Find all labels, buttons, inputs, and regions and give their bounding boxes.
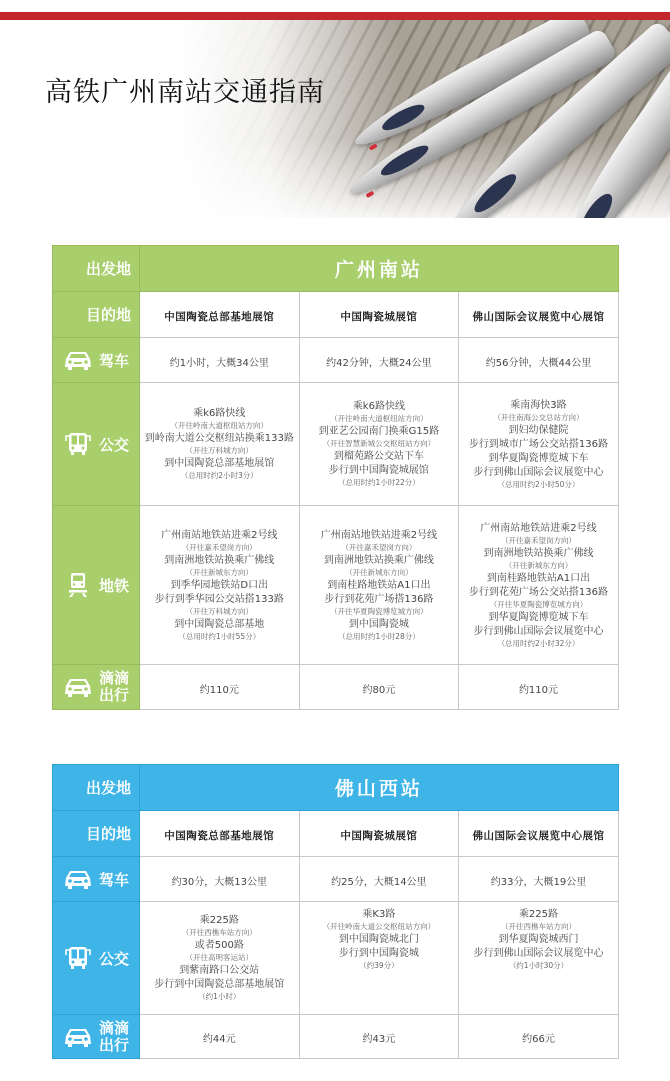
didi-cell	[299, 665, 459, 710]
drive-cell	[299, 857, 459, 902]
route-note: （开往岭南大道枢纽站方向）	[170, 421, 269, 430]
route-step: 到中国陶瓷城北门	[338, 934, 419, 945]
route-note: （开往智慧新城公交枢纽站方向）	[322, 439, 436, 448]
route-note: （开往西樵车站方向）	[181, 928, 257, 937]
route-note: （总用时约2小时32分）	[497, 638, 580, 648]
drive-info: 约30分，大概13公里	[171, 876, 268, 888]
didi-row	[53, 1015, 619, 1059]
route-step: 步行到花苑广场搭136路	[324, 593, 434, 605]
didi-label-line1: 滴滴	[98, 1018, 129, 1037]
didi-cell	[140, 1015, 300, 1059]
drive-label-cell	[53, 857, 140, 902]
destination-name: 中国陶瓷城展馆	[340, 830, 418, 842]
route-step: 步行到中国陶瓷总部基地展馆	[154, 979, 285, 990]
metro-train-icon	[63, 572, 93, 598]
destination-cell	[140, 292, 300, 338]
route-step: 步行到中国陶瓷城展馆	[328, 465, 429, 476]
metro-route-cell	[459, 506, 619, 665]
origin-station-cell	[140, 765, 619, 811]
route-step: 到紫南路口公交站	[179, 965, 260, 976]
drive-info: 约42分钟，大概24公里	[326, 357, 432, 369]
route-step: 乘225路	[518, 909, 559, 920]
route-note: （总用时约1小时55分）	[178, 631, 261, 641]
bus-label-cell	[53, 383, 140, 506]
didi-price: 约44元	[202, 1034, 236, 1045]
didi-price: 约80元	[362, 684, 396, 696]
drive-cell	[459, 338, 619, 383]
route-step: 到妇幼保健院	[508, 424, 569, 436]
foshan-west-table	[52, 764, 619, 1059]
route-note: （约1小时）	[198, 992, 241, 1001]
destination-cell	[299, 811, 459, 857]
route-step: 广州南站地铁站进乘2号线	[320, 529, 438, 541]
route-note: （开往岭南大道枢纽站方向）	[330, 414, 428, 423]
car-icon	[63, 866, 93, 892]
route-step: 步行到佛山国际会议展览中心	[473, 466, 604, 478]
route-lines	[459, 902, 618, 977]
route-note: （开往新城东方向）	[185, 567, 254, 577]
route-step: 步行到花苑广场公交站搭136路	[468, 586, 609, 598]
route-step: 乘k6路快线	[193, 408, 246, 419]
hero-banner	[0, 20, 670, 218]
drive-label: 驾车	[98, 351, 129, 370]
drive-cell	[140, 857, 300, 902]
route-step: 到中国陶瓷总部基地展馆	[164, 458, 275, 469]
metro-label-cell	[53, 506, 140, 665]
origin-row	[53, 246, 619, 292]
route-note: （开往华夏陶瓷博览城方向）	[330, 606, 428, 616]
destination-row	[53, 811, 619, 857]
didi-label-line1: 滴滴	[98, 669, 129, 687]
didi-price: 约110元	[518, 684, 559, 696]
drive-info: 约25分，大概14公里	[331, 876, 427, 888]
didi-label-cell	[53, 1015, 140, 1059]
origin-label-cell	[53, 765, 140, 811]
route-step: 步行到中国陶瓷城	[338, 948, 419, 959]
bus-label: 公交	[98, 435, 129, 454]
drive-row	[53, 338, 619, 383]
didi-price: 约66元	[522, 1034, 555, 1045]
metro-row	[53, 506, 619, 665]
route-step: 步行到佛山国际会议展览中心	[473, 948, 604, 959]
bus-route-cell	[459, 383, 619, 506]
route-step: 到南桂路地铁站A1口出	[486, 572, 591, 584]
origin-station: 佛山西站	[334, 778, 423, 800]
route-note: （开往华夏陶瓷博览城方向）	[489, 599, 588, 609]
drive-cell	[299, 338, 459, 383]
destination-name: 中国陶瓷总部基地展馆	[164, 311, 275, 323]
didi-cell	[140, 665, 300, 710]
route-step: 到华夏陶瓷博览城下车	[488, 452, 589, 464]
route-step: 到岭南大道公交枢纽站换乘133路	[144, 433, 294, 444]
bus-route-cell	[140, 902, 300, 1015]
route-step: 乘K3路	[362, 909, 396, 920]
route-note: （总用时约2小时50分）	[497, 479, 580, 489]
route-note: （开往新城东方向）	[504, 560, 573, 570]
drive-info: 约1小时，大概34公里	[169, 357, 269, 369]
route-note: （约1小时30分）	[508, 961, 569, 970]
route-step: 到榴苑路公交站下车	[333, 451, 424, 462]
route-lines	[140, 401, 299, 487]
bus-label: 公交	[98, 949, 129, 968]
destination-label: 目的地	[85, 306, 131, 324]
guangzhou-south-table	[52, 245, 619, 710]
route-step: 到南洲地铁站换乘广佛线	[483, 547, 594, 559]
route-step: 到南桂路地铁站A1口出	[327, 579, 431, 591]
origin-label: 出发地	[85, 779, 131, 797]
didi-label-line2: 出行	[98, 1035, 129, 1054]
bus-icon	[63, 945, 93, 971]
route-step: 到南洲地铁站换乘广佛线	[323, 554, 434, 566]
didi-price: 约43元	[362, 1034, 396, 1045]
drive-info: 约33分，大概19公里	[490, 876, 587, 888]
route-step: 到中国陶瓷城	[348, 618, 409, 630]
bus-row	[53, 902, 619, 1015]
bus-route-cell	[459, 902, 619, 1015]
route-step: 到华夏陶瓷城西门	[498, 934, 579, 945]
didi-label-cell	[53, 665, 140, 710]
route-note: （开往万科城方向）	[185, 446, 254, 455]
bus-route-cell	[140, 383, 300, 506]
route-step: 乘南海快3路	[510, 399, 567, 411]
route-note: （开往南海公交总站方向）	[493, 412, 584, 422]
route-note: （总用时约2小时3分）	[180, 471, 258, 480]
route-step: 到亚艺公园南门换乘G15路	[318, 426, 440, 437]
route-lines	[300, 902, 459, 977]
route-step: 乘k6路快线	[352, 401, 405, 412]
destination-cell	[140, 811, 300, 857]
destination-name: 佛山国际会议展览中心展馆	[472, 311, 605, 323]
destination-label: 目的地	[85, 825, 131, 843]
destination-cell	[459, 292, 619, 338]
route-lines	[140, 908, 299, 1008]
bus-route-cell	[299, 902, 459, 1015]
route-lines	[300, 394, 459, 494]
destination-name: 中国陶瓷总部基地展馆	[164, 830, 275, 842]
route-step: 广州南站地铁站进乘2号线	[480, 522, 597, 534]
page-title: 高铁广州南站交通指南	[45, 77, 325, 108]
route-note: （开往高明客运站）	[185, 953, 254, 962]
didi-label-line2: 出行	[98, 686, 129, 704]
route-step: 或者500路	[194, 940, 244, 951]
didi-cell	[299, 1015, 459, 1059]
route-lines	[140, 523, 299, 648]
route-note: （开往嘉禾望岗方向）	[341, 542, 417, 552]
bus-label-cell	[53, 902, 140, 1015]
route-step: 到季华园地铁站D口出	[170, 579, 269, 591]
origin-station-cell	[140, 246, 619, 292]
didi-cell	[459, 665, 619, 710]
origin-row	[53, 765, 619, 811]
destination-name: 佛山国际会议展览中心展馆	[472, 830, 605, 842]
destination-cell	[459, 811, 619, 857]
route-step: 广州南站地铁站进乘2号线	[161, 529, 278, 541]
metro-route-cell	[299, 506, 459, 665]
metro-label: 地铁	[98, 576, 129, 595]
destination-name: 中国陶瓷城展馆	[340, 311, 418, 323]
route-note: （约39分）	[359, 961, 399, 970]
drive-cell	[140, 338, 300, 383]
top-accent-bar	[0, 12, 670, 20]
origin-label-cell	[53, 246, 140, 292]
car-icon	[63, 347, 93, 373]
route-step: 乘225路	[199, 915, 239, 926]
bus-row	[53, 383, 619, 506]
trains-photo	[180, 20, 670, 218]
route-step: 到华夏陶瓷博览城下车	[488, 611, 589, 623]
route-step: 到南洲地铁站换乘广佛线	[164, 554, 275, 566]
destination-row	[53, 292, 619, 338]
bus-route-cell	[299, 383, 459, 506]
route-note: （总用时约1小时28分）	[337, 631, 420, 641]
drive-row	[53, 857, 619, 902]
route-note: （总用时约1小时22分）	[337, 478, 420, 487]
destination-cell	[299, 292, 459, 338]
drive-info: 约56分钟，大概44公里	[485, 357, 592, 369]
route-note: （开往万科城方向）	[185, 606, 254, 616]
route-step: 步行到佛山国际会议展览中心	[473, 625, 604, 637]
route-note: （开往嘉禾望岗方向）	[500, 535, 576, 545]
route-note: （开往岭南大道公交枢纽站方向）	[322, 922, 436, 931]
route-note: （开往嘉禾望岗方向）	[181, 542, 257, 552]
didi-price: 约110元	[199, 684, 239, 696]
route-lines	[459, 393, 618, 496]
route-step: 步行到城市广场公交站搭136路	[468, 438, 609, 450]
route-lines	[459, 516, 618, 655]
car-icon	[63, 1024, 93, 1050]
destination-label-cell	[53, 811, 140, 857]
origin-station: 广州南站	[334, 259, 423, 281]
drive-cell	[459, 857, 619, 902]
destination-label-cell	[53, 292, 140, 338]
route-step: 到中国陶瓷总部基地	[174, 618, 265, 630]
route-lines	[300, 523, 459, 648]
origin-label: 出发地	[85, 260, 131, 278]
drive-label: 驾车	[98, 870, 129, 889]
didi-row	[53, 665, 619, 710]
route-note: （开往新城东方向）	[345, 567, 413, 577]
car-icon	[63, 674, 93, 700]
route-step: 步行到季华园公交站搭133路	[154, 593, 284, 605]
metro-route-cell	[140, 506, 300, 665]
didi-cell	[459, 1015, 619, 1059]
drive-label-cell	[53, 338, 140, 383]
route-note: （开往西樵车站方向）	[500, 922, 576, 931]
bus-icon	[63, 431, 93, 457]
